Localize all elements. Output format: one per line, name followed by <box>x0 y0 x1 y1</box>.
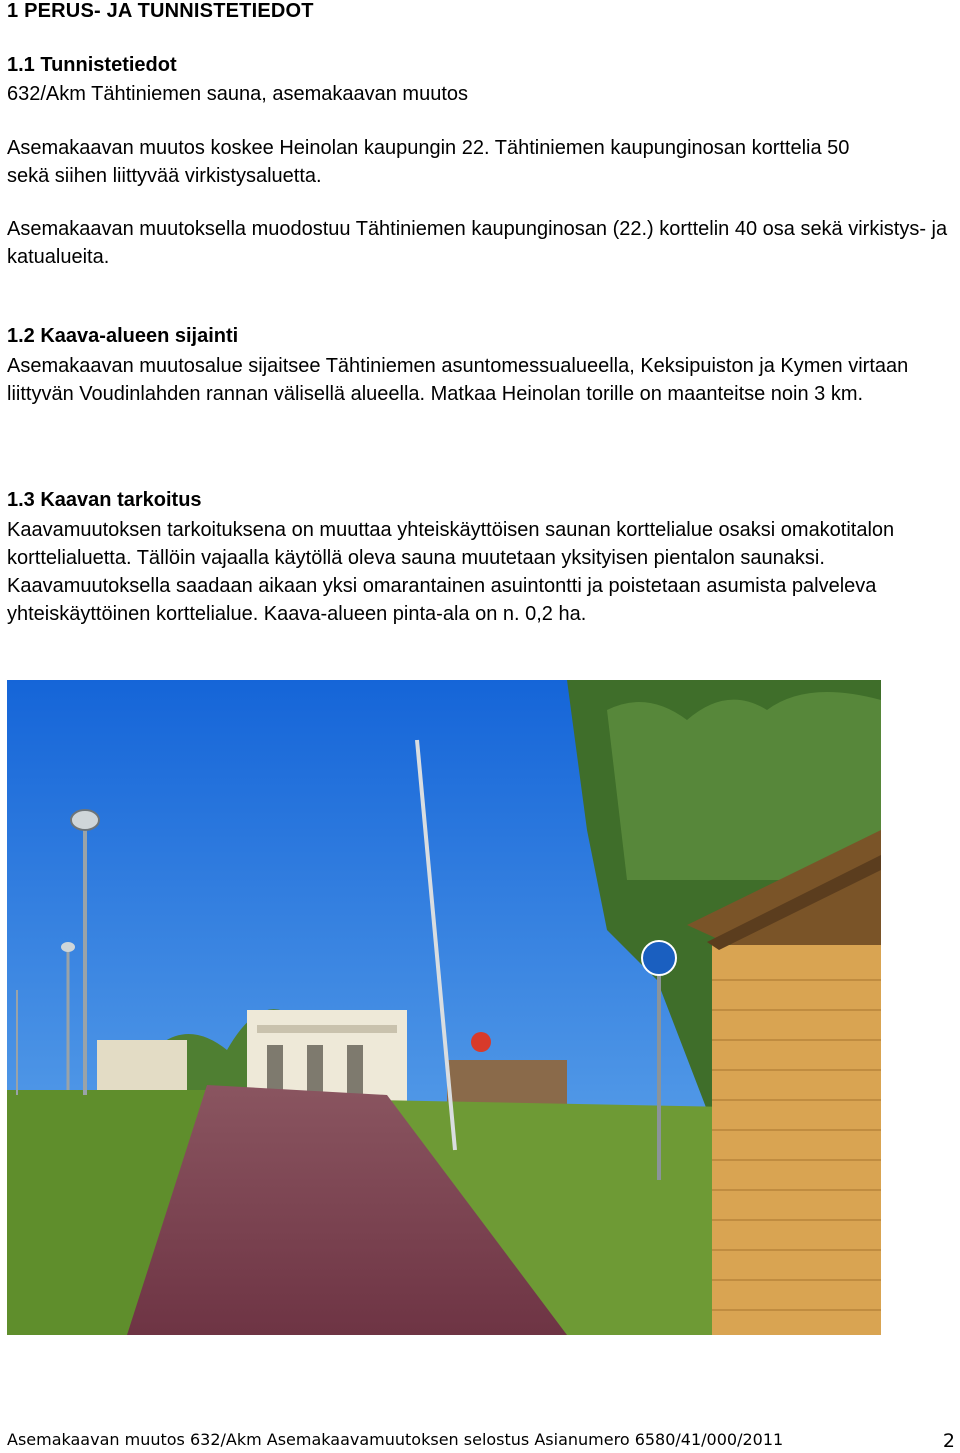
identification-line: 632/Akm Tähtiniemen sauna, asemakaavan muutos <box>7 83 469 105</box>
page-number: 2 <box>942 1430 955 1452</box>
street-lamp <box>71 810 99 830</box>
paragraph-scope: Asemakaavan muutos koskee Heinolan kaupungin 22. Tähtiniemen kaupunginosan korttelia 50 sekä siihen liittyvää virkistysaluetta. <box>7 137 850 187</box>
subsection-heading-identification: 1.1 Tunnistetiedot <box>7 54 177 76</box>
paragraph-purpose: Kaavamuutoksen tarkoituksena on muuttaa yhteiskäyttöisen saunan korttelialue osaksi omakotitalon korttelialuetta. Tällöin vajaalla käytöllä oleva sauna muutetaan yksityisen pientalon saunaksi. Kaavamuutoksella saadaan aikaan yksi omarantainen asuintontti ja poistetaan asumista palveleva yhteiskäyttöinen korttelialue. Kaava-alueen pinta-ala on n. 0,2 ha. <box>7 519 895 625</box>
site-photo-illustration <box>7 680 881 1335</box>
sauna-building <box>712 945 881 1335</box>
subsection-heading-location: 1.2 Kaava-alueen sijainti <box>7 325 239 347</box>
cycle-path-sign <box>642 941 676 975</box>
site-photo <box>7 680 881 1335</box>
red-sign <box>471 1032 491 1052</box>
section-heading: 1 PERUS- JA TUNNISTETIEDOT <box>7 0 314 22</box>
subsection-heading-purpose: 1.3 Kaavan tarkoitus <box>7 489 202 511</box>
paragraph-result: Asemakaavan muutoksella muodostuu Tähtiniemen kaupunginosan (22.) korttelin 40 osa sekä virkistys- ja katualueita. <box>7 218 948 268</box>
paragraph-location: Asemakaavan muutosalue sijaitsee Tähtiniemen asuntomessualueella, Keksipuiston ja Kymen virtaan liittyvän Voudinlahden rannan välisellä alueella. Matkaa Heinolan torille on maanteitse noin 3 km. <box>7 355 909 405</box>
page-footer <box>7 1430 957 1452</box>
footer-text: Asemakaavan muutos 632/Akm Asemakaavamuutoksen selostus Asianumero 6580/41/000/2011 <box>7 1430 784 1449</box>
